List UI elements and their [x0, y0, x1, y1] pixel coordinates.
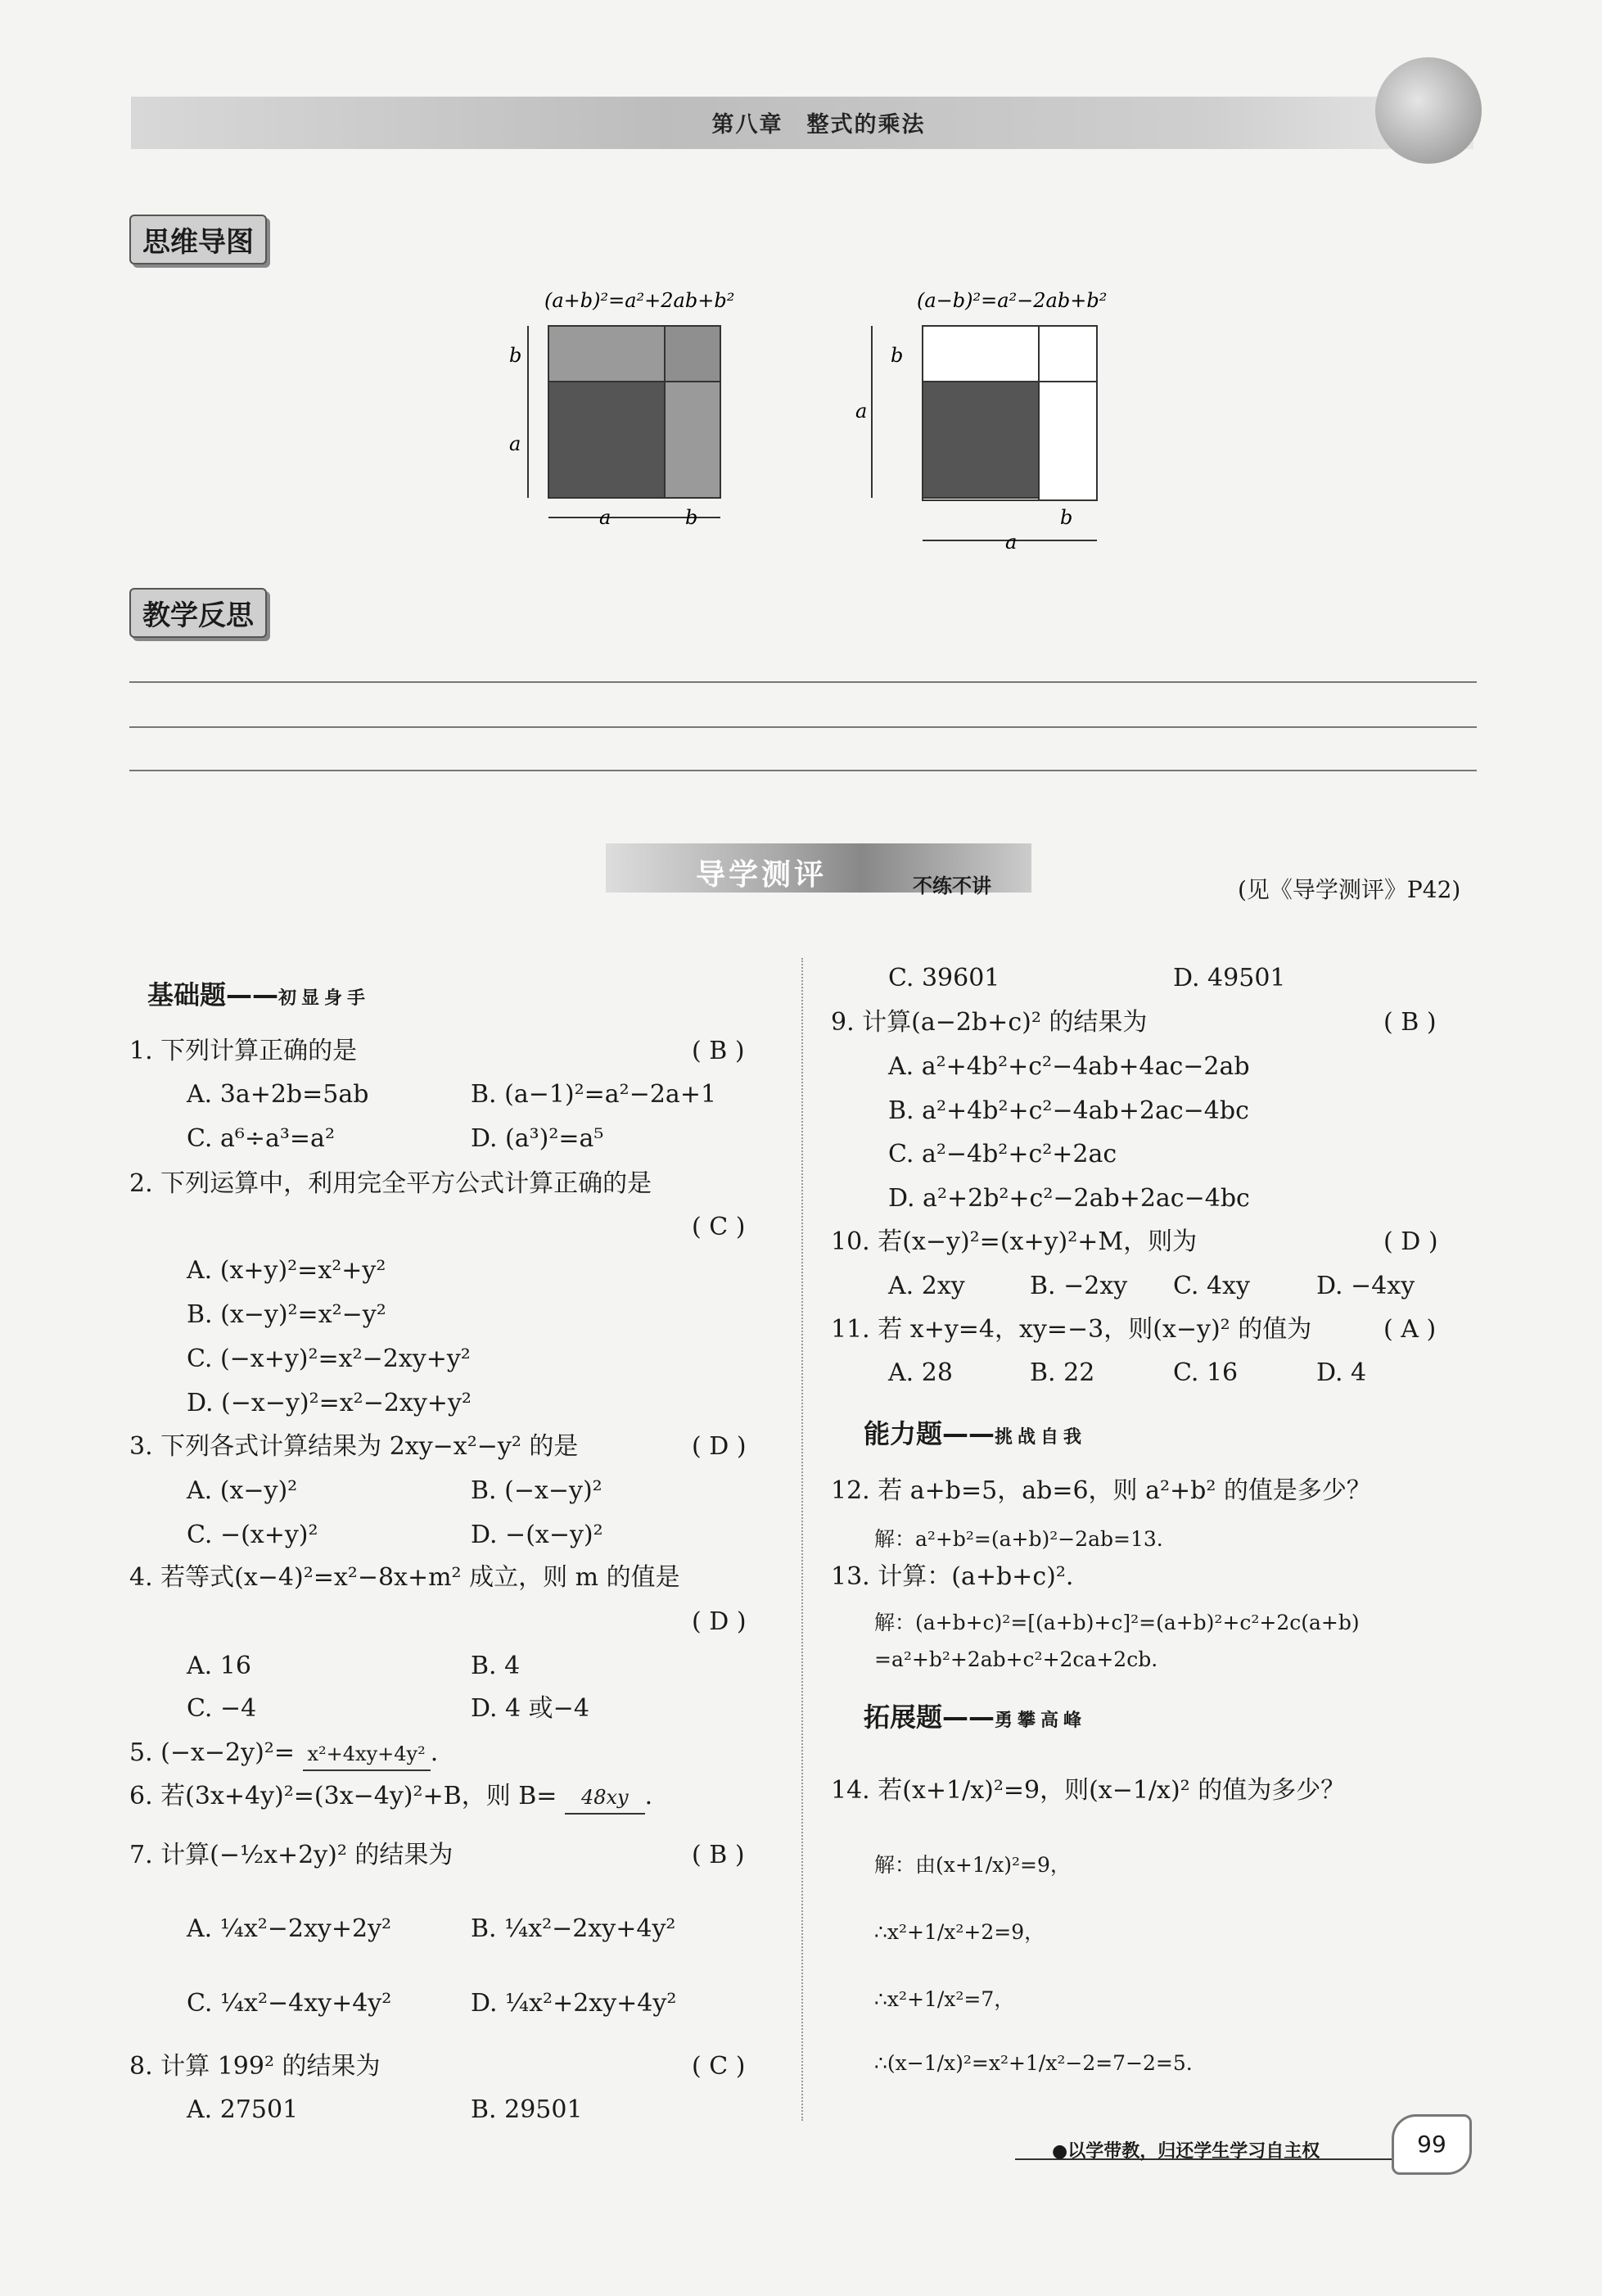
- q11-b: B. 22: [1030, 1358, 1095, 1387]
- banner-title: 导学测评: [696, 858, 828, 892]
- d2-b-bottom: b: [1060, 506, 1073, 529]
- q11-a: A. 28: [888, 1358, 953, 1387]
- q3-d: D. −(x−y)²: [471, 1521, 603, 1549]
- q6-blank: 48xy: [565, 1782, 645, 1815]
- q10: 10. 若(x−y)²=(x+y)²+M，则为: [831, 1227, 1198, 1256]
- q3-a: A. (x−y)²: [187, 1476, 298, 1505]
- q4-d: D. 4 或−4: [471, 1694, 589, 1723]
- q7: 7. 计算(−½x+2y)² 的结果为: [129, 1841, 454, 1869]
- q14: 14. 若(x+1/x)²=9，则(x−1/x)² 的值为多少？: [831, 1776, 1346, 1805]
- banner-subtitle: 不练不讲: [913, 875, 991, 897]
- q9: 9. 计算(a−2b+c)² 的结果为: [831, 1008, 1148, 1037]
- d1-top-right: [665, 326, 720, 382]
- q11-c: C. 16: [1173, 1358, 1239, 1387]
- q3-b: B. (−x−y)²: [471, 1476, 602, 1505]
- d1-top-left: [548, 326, 665, 382]
- q13: 13. 计算：(a+b+c)².: [831, 1562, 1074, 1591]
- mindmap-tag: 思维导图: [129, 215, 267, 264]
- writing-line-2: [129, 726, 1477, 728]
- column-divider: [801, 958, 803, 2121]
- q2-answer: ( C ): [692, 1213, 746, 1241]
- q5: 5. (−x−2y)²= x²+4xy+4y² .: [129, 1738, 438, 1771]
- q8-b: B. 29501: [471, 2095, 583, 2124]
- d2-a-bottom: a: [1005, 531, 1018, 554]
- q10-b: B. −2xy: [1030, 1272, 1128, 1300]
- q14-solution-4: ∴(x−1/x)²=x²+1/x²−2=7−2=5.: [874, 2051, 1193, 2075]
- q3: 3. 下列各式计算结果为 2xy−x²−y² 的是: [129, 1432, 579, 1461]
- d2-dark-square: [923, 382, 1039, 498]
- page-number: 99: [1392, 2114, 1472, 2175]
- q8-d: D. 49501: [1173, 964, 1286, 992]
- q8: 8. 计算 199² 的结果为: [129, 2052, 381, 2081]
- q4-c: C. −4: [187, 1694, 257, 1723]
- writing-line-3: [129, 770, 1477, 771]
- q9-d: D. a²+2b²+c²−2ab+2ac−4bc: [888, 1184, 1250, 1213]
- d1-b-left: b: [509, 344, 522, 367]
- q10-d: D. −4xy: [1316, 1272, 1415, 1300]
- q7-d: D. ¼x²+2xy+4y²: [471, 1989, 677, 2018]
- q1-c: C. a⁶÷a³=a²: [187, 1124, 335, 1153]
- banner-ref: (见《导学测评》P42): [1238, 876, 1461, 903]
- q7-b: B. ¼x²−2xy+4y²: [471, 1914, 676, 1943]
- q10-c: C. 4xy: [1173, 1272, 1250, 1300]
- q4: 4. 若等式(x−4)²=x²−8x+m² 成立，则 m 的值是: [129, 1563, 680, 1592]
- q3-answer: ( D ): [692, 1432, 747, 1461]
- q9-a: A. a²+4b²+c²−4ab+4ac−2ab: [888, 1052, 1250, 1081]
- q7-c: C. ¼x²−4xy+4y²: [187, 1989, 392, 2018]
- q11-answer: ( A ): [1383, 1315, 1437, 1344]
- d1-a-left: a: [509, 432, 521, 455]
- q10-answer: ( D ): [1383, 1227, 1438, 1256]
- q5-blank: x²+4xy+4y²: [303, 1738, 431, 1771]
- q4-answer: ( D ): [692, 1607, 747, 1636]
- q12: 12. 若 a+b=5，ab=6，则 a²+b² 的值是多少？: [831, 1476, 1371, 1505]
- reflection-tag: 教学反思: [129, 588, 267, 638]
- footer-motto: ●以学带教，归还学生学习自主权: [1052, 2141, 1320, 2162]
- q9-b: B. a²+4b²+c²−4ab+2ac−4bc: [888, 1096, 1249, 1125]
- q14-solution-2: ∴x²+1/x²+2=9，: [874, 1920, 1045, 1944]
- q8-c: C. 39601: [888, 964, 1000, 992]
- q7-a: A. ¼x²−2xy+2y²: [187, 1914, 392, 1943]
- q13-solution-2: =a²+b²+2ab+c²+2ca+2cb.: [874, 1647, 1158, 1671]
- q2-c: C. (−x+y)²=x²−2xy+y²: [187, 1345, 471, 1373]
- q4-b: B. 4: [471, 1652, 521, 1680]
- d1-bottom-right: [665, 382, 720, 498]
- d1-a-bottom: a: [599, 506, 611, 529]
- q2-a: A. (x+y)²=x²+y²: [187, 1256, 386, 1285]
- q13-solution-1: 解：(a+b+c)²=[(a+b)+c]²=(a+b)²+c²+2c(a+b): [874, 1611, 1360, 1634]
- q9-answer: ( B ): [1383, 1008, 1437, 1037]
- q8-a: A. 27501: [187, 2095, 299, 2124]
- diagram1-formula: (a+b)²=a²+2ab+b²: [544, 289, 735, 312]
- q9-c: C. a²−4b²+c²+2ac: [888, 1140, 1117, 1168]
- q11: 11. 若 x+y=4，xy=−3，则(x−y)² 的值为: [831, 1315, 1312, 1344]
- d1-b-bottom: b: [685, 506, 698, 529]
- q1-b: B. (a−1)²=a²−2a+1: [471, 1080, 717, 1109]
- section-basic: 基础题——初显身手: [147, 979, 371, 1010]
- square-diagrams: [491, 278, 1113, 557]
- q14-solution-3: ∴x²+1/x²=7，: [874, 1987, 1015, 2011]
- q1-d: D. (a³)²=a⁵: [471, 1124, 604, 1153]
- q14-solution-1: 解：由(x+1/x)²=9，: [874, 1853, 1071, 1877]
- q11-d: D. 4: [1316, 1358, 1367, 1387]
- q2-d: D. (−x−y)²=x²−2xy+y²: [187, 1389, 472, 1417]
- chapter-title: 第八章 整式的乘法: [711, 112, 926, 138]
- q1-a: A. 3a+2b=5ab: [187, 1080, 369, 1109]
- writing-line-1: [129, 681, 1477, 683]
- diagram2-formula: (a−b)²=a²−2ab+b²: [917, 289, 1108, 312]
- q3-c: C. −(x+y)²: [187, 1521, 318, 1549]
- q2: 2. 下列运算中，利用完全平方公式计算正确的是: [129, 1169, 652, 1198]
- q2-b: B. (x−y)²=x²−y²: [187, 1300, 386, 1329]
- q6: 6. 若(3x+4y)²=(3x−4y)²+B，则 B= 48xy .: [129, 1781, 652, 1815]
- d1-big-square: [548, 382, 665, 498]
- q7-answer: ( B ): [692, 1841, 745, 1869]
- d2-b-left: b: [891, 344, 904, 367]
- q10-a: A. 2xy: [888, 1272, 965, 1300]
- q1-answer: ( B ): [692, 1037, 745, 1065]
- section-ability: 能力题——挑战自我: [864, 1418, 1087, 1449]
- q8-answer: ( C ): [692, 2052, 746, 2081]
- section-extend: 拓展题——勇攀高峰: [864, 1702, 1087, 1733]
- d2-a-left: a: [855, 400, 868, 423]
- mascot-icon: [1375, 57, 1482, 164]
- q1: 1. 下列计算正确的是: [129, 1037, 358, 1065]
- q12-solution: 解：a²+b²=(a+b)²−2ab=13.: [874, 1527, 1163, 1551]
- q4-a: A. 16: [187, 1652, 251, 1680]
